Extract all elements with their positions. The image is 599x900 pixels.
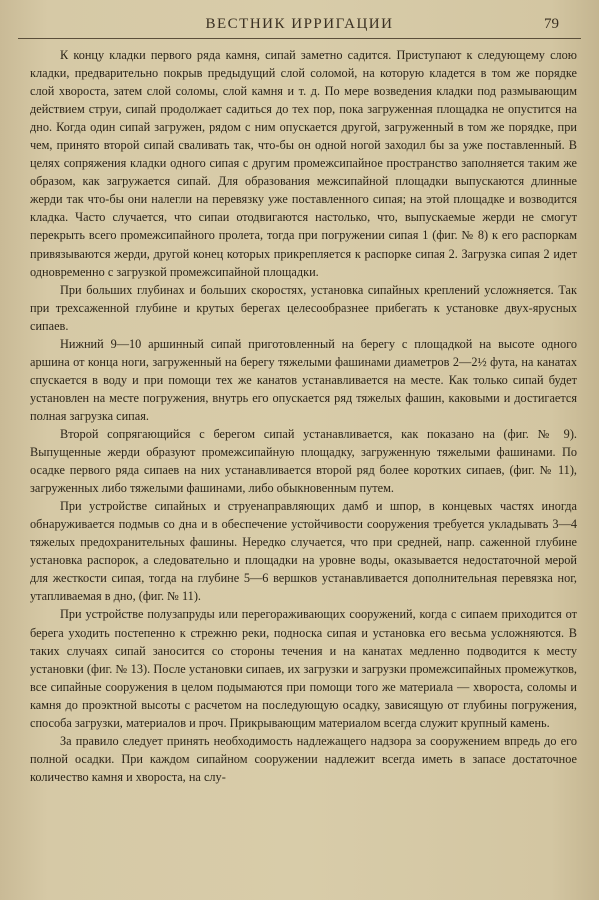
paragraph: К концу кладки первого ряда камня, сипай заметно садится. Приступают к следующему слою кладки, предварительно покрыв предыдущий слой соломой, на которую кладется в том же порядке слой хвороста, затем слой соломы, слой камня и т. д. По мере возведения кладки под размывающим действием струи, сипай продолжает садиться до тех пор, пока загруженная площадка не опустится на дно. Когда один сипай загружен, рядом с ним опускается другой, загруженный в том же порядке, при чем, принято второй сипай сваливать так, что-бы он одной ногой заходил бы за уже поставленный. В целях сопряжения кладки одного сипая с другим промежсипайное пространство заполняется таким же образом, как загружается сипай. Для образования межсипайной площадки выпускаются длинные жерди так что-бы они налегли на перевязку уже поставленного сипая; на этой площадке и возводится кладка. Часто случается, что сипаи отодвигаются настолько, что, выпускаемые жерди не смогут перекрыть всего промежсипайного пролета, тогда при погружении сипая 1 (фиг. № 8) к его распоркам привязываются жерди, другой конец которых прикрепляется к распорке сипая 2. Загрузка сипая 2 идет одновременно с загрузкой промежсипайной площадки. [30, 48, 577, 279]
paragraph: Второй сопрягающийся с берегом сипай устанавливается, как показано на (фиг. № 9). Выпущенные жерди образуют промежсипайную площадку, загруженную тяжелыми фашинами. По осадке первого ряда сипаев на них устанавливается второй ряд более коротких сипаев, (фиг. № 11), загруженных либо тяжелыми фашинами, либо обыкновенным путем. [30, 426, 577, 496]
running-title: ВЕСТНИК ИРРИГАЦИИ [205, 16, 394, 32]
paragraph: При устройстве полузапруды или перегораживающих сооружений, когда с сипаем приходится от берега уходить постепенно к стрежню реки, подноска сипая и установка его весьма усложняются. В таких случаях сипай заносится со стороны течения и на канатах медленно подводится к месту установки (фиг. № 13). После установки сипаев, их загрузки и загрузки промежсипайных промежутков, все сипайные сооружения в целом подымаются при помощи того же материала — хвороста, соломы и камня до проэктной высоты с расчетом на последующую осадку, зависящую от глубины погружения, способа загрузки, материалов и проч. Прикрывающим материалом всегда служит крупный камень. [30, 607, 577, 730]
page-number: 79 [544, 16, 559, 32]
paragraph: Нижний 9—10 аршинный сипай приготовленный на берегу с площадкой на высоте одного аршина от конца ноги, загруженный на берегу тяжелыми фашинами диаметров 2—2½ фута, на канатах спускается в воду и при помощи тех же канатов устанавливается на месте. Как только сипай будет установлен на месте погружения, внутрь его опускается ряд тяжелых фашин, каковыми и достигается полная загрузка сипая. [30, 336, 577, 423]
header-rule [18, 38, 581, 39]
paragraph: При устройстве сипайных и струенаправляющих дамб и шпор, в концевых частях иногда обнаруживается подмыв со дна и в обеспечение устойчивости сооружения требуется укладывать 3—4 тяжелых предохранительных фашины. Нередко случается, что при средней, напр. саженной глубине установка распорок, а следовательно и площадки на уровне воды, оказывается недостаточной мерой для жесткости сипая, тогда на глубине 5—6 вершков устанавливается дополнительная перевязка ног, утапливаемая в дно, (фиг. № 11). [30, 499, 577, 604]
paragraph: При больших глубинах и больших скоростях, установка сипайных креплений усложняется. Так при трехсаженной глубине и крутых берегах целесообразнее прибегать к установке двух-ярусных сипаев. [30, 282, 577, 333]
page-header [18, 14, 581, 40]
paragraph: За правило следует принять необходимость надлежащего надзора за сооружением впредь до его полной осадки. При каждом сипайном сооружении надлежит всегда иметь в запасе достаточное количество камня и хворостa, на слу- [30, 733, 577, 784]
article-body [30, 46, 577, 786]
